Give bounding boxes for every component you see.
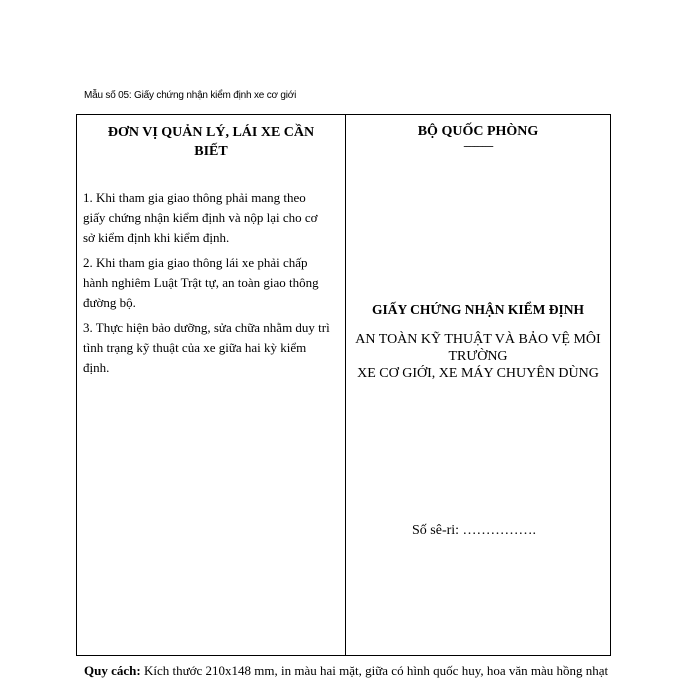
rule-item: 2. Khi tham gia giao thông lái xe phải chấp hành nghiêm Luật Trật tự, an toàn giao thông đường bộ. <box>83 255 319 310</box>
certificate-subtitle-line-2: XE CƠ GIỚI, XE MÁY CHUYÊN DÙNG <box>357 366 599 381</box>
right-panel <box>346 115 610 655</box>
specification-note <box>84 662 624 680</box>
certificate-subtitle-line-1: AN TOÀN KỸ THUẬT VÀ BẢO VỆ MÔI TRƯỜNG <box>355 332 601 364</box>
specification-text: Kích thước 210x148 mm, in màu hai mặt, giữa có hình quốc huy, hoa văn màu hồng nhạt <box>140 663 609 678</box>
rule-item: 3. Thực hiện bảo dưỡng, sửa chữa nhằm duy trì tình trạng kỹ thuật của xe giữa hai kỳ kiểm định. <box>83 320 330 375</box>
left-panel-title: ĐƠN VỊ QUẢN LÝ, LÁI XE CẦN BIẾT <box>107 125 315 159</box>
form-caption: Mẫu số 05: Giấy chứng nhận kiểm định xe cơ giới <box>84 90 297 101</box>
specification-label: Quy cách: <box>84 663 141 678</box>
title-underline-dashes: ----------- <box>463 140 493 152</box>
left-panel <box>77 115 346 655</box>
certificate-form <box>76 114 611 656</box>
certificate-subtitle <box>354 331 602 382</box>
certificate-title: GIẤY CHỨNG NHẬN KIỂM ĐỊNH <box>372 302 584 317</box>
rule-item: 1. Khi tham gia giao thông phải mang theo giấy chứng nhận kiểm định và nộp lại cho cơ sở kiểm định khi kiểm định. <box>83 190 318 245</box>
serial-number-field: Số sê-ri: ……………. <box>412 523 537 538</box>
ministry-title: BỘ QUỐC PHÒNG <box>417 124 539 139</box>
rules-list <box>83 188 331 378</box>
